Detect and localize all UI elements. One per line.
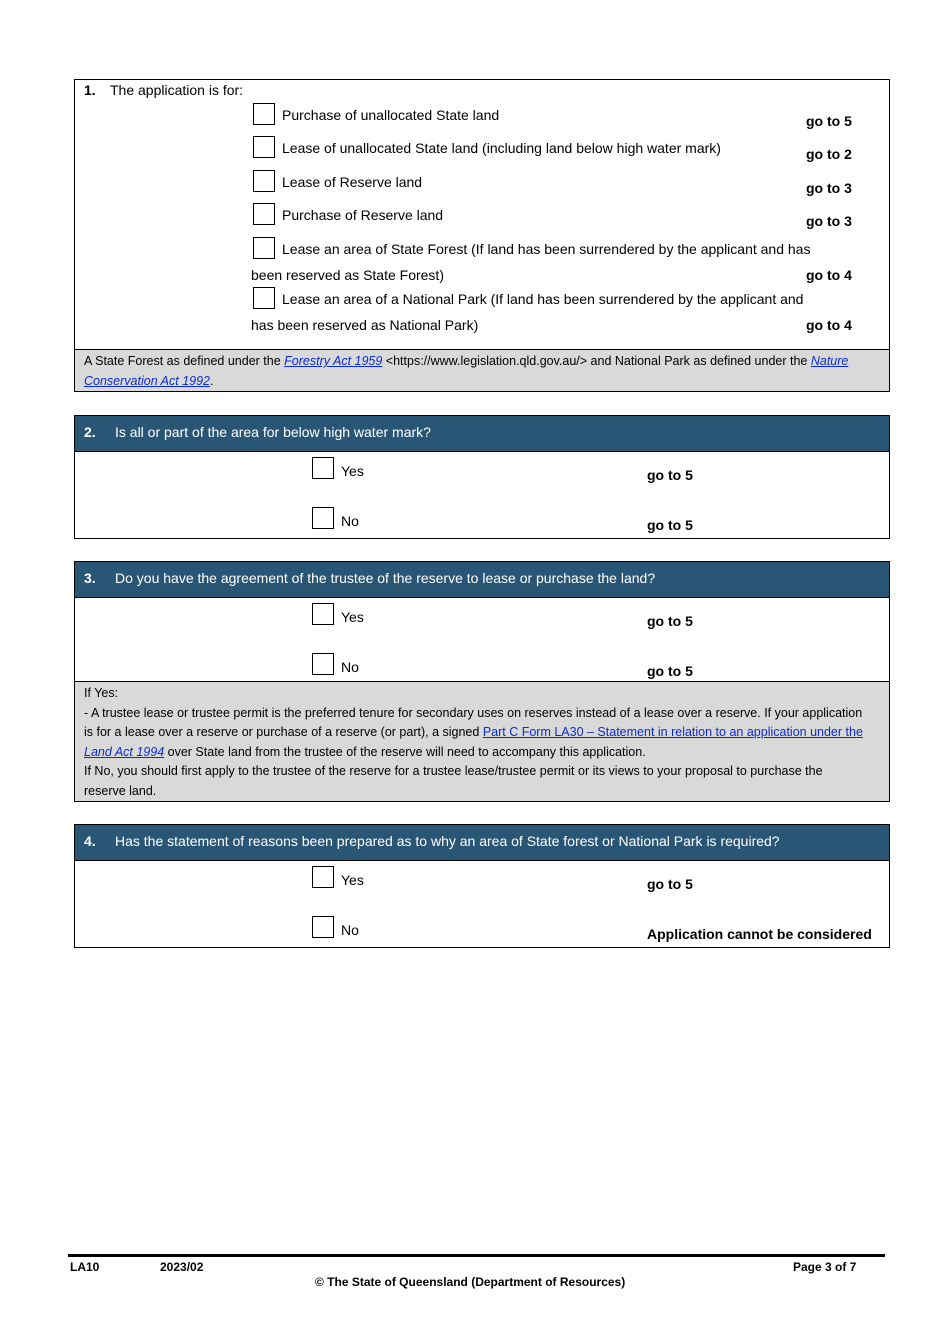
question-1-section	[74, 79, 890, 392]
question-number: 3.	[84, 570, 96, 586]
nature-conservation-act-link[interactable]: Conservation Act 1992	[84, 373, 211, 388]
page-number: Page 3 of 7	[793, 1260, 857, 1274]
question-1-header	[84, 80, 243, 100]
note-line: If No, you should first apply to the trustee of the reserve for a trustee lease/trustee permit or its views to your proposal to purchase the	[84, 764, 823, 778]
checkbox-no[interactable]	[312, 653, 334, 675]
yes-label: Yes	[341, 463, 364, 479]
checkbox-lease-state-forest[interactable]	[253, 237, 275, 259]
yes-goto: go to 5	[647, 467, 693, 483]
no-label: No	[341, 922, 359, 938]
no-goto: go to 5	[647, 517, 693, 533]
no-row	[312, 916, 359, 938]
option-goto: go to 3	[806, 180, 852, 196]
option-row	[253, 203, 443, 225]
yes-label: Yes	[341, 609, 364, 625]
no-row	[312, 653, 359, 675]
checkbox-no[interactable]	[312, 916, 334, 938]
form-la30-link[interactable]: Part C Form LA30 – Statement in relation to an application under the	[482, 725, 863, 739]
option-row	[253, 287, 803, 309]
footer-divider	[68, 1254, 885, 1257]
option-row	[253, 170, 422, 192]
question-3-header	[75, 562, 889, 598]
option-row	[253, 136, 721, 158]
no-label: No	[341, 659, 359, 675]
option-goto: go to 4	[806, 267, 852, 283]
form-version: 2023/02	[160, 1260, 204, 1274]
option-label: Lease of Reserve land	[282, 174, 423, 190]
option-label: Lease an area of a National Park (If land has been surrendered by the applicant and	[282, 291, 804, 307]
question-number: 4.	[84, 833, 96, 849]
question-2-header	[75, 416, 889, 452]
question-3-note	[75, 681, 889, 801]
option-row	[253, 103, 499, 125]
no-goto: go to 5	[647, 663, 693, 679]
question-number: 1.	[84, 82, 96, 98]
question-1-note	[75, 349, 889, 391]
note-text: .	[210, 373, 214, 388]
question-text: Has the statement of reasons been prepared as to why an area of State forest or National Park is required?	[115, 833, 780, 849]
note-line	[84, 723, 880, 743]
option-label-continued: has been reserved as National Park)	[251, 317, 479, 333]
yes-row	[312, 457, 364, 479]
no-row	[312, 507, 359, 529]
note-text: A State Forest as defined under the	[84, 354, 285, 368]
option-row	[253, 237, 810, 259]
no-goto: Application cannot be considered	[647, 926, 872, 942]
question-3-section	[74, 561, 890, 802]
yes-goto: go to 5	[647, 613, 693, 629]
note-line: - A trustee lease or trustee permit is the preferred tenure for secondary uses on reserves instead of a lease over a reserve. If your application	[84, 705, 863, 720]
option-label: Purchase of unallocated State land	[282, 107, 500, 123]
question-text: The application is for:	[110, 82, 244, 98]
checkbox-lease-national-park[interactable]	[253, 287, 275, 309]
option-goto: go to 3	[806, 213, 852, 229]
question-4-section	[74, 824, 890, 948]
option-label: Lease of unallocated State land (including land below high water mark)	[282, 140, 721, 156]
yes-goto: go to 5	[647, 876, 693, 892]
question-text: Is all or part of the area for below high water mark?	[115, 424, 431, 440]
option-label-continued: been reserved as State Forest)	[251, 267, 444, 283]
form-code: LA10	[70, 1260, 100, 1274]
yes-label: Yes	[341, 872, 364, 888]
checkbox-yes[interactable]	[312, 457, 334, 479]
question-text: Do you have the agreement of the trustee of the reserve to lease or purchase the land?	[115, 570, 656, 586]
note-text: <https://www.legislation.qld.gov.au/> and National Park as defined under the	[382, 354, 811, 368]
option-label: Purchase of Reserve land	[282, 207, 444, 223]
note-line: If Yes:	[84, 686, 119, 700]
checkbox-lease-unallocated[interactable]	[253, 136, 275, 158]
yes-row	[312, 603, 364, 625]
forestry-act-link[interactable]: Forestry Act 1959	[284, 354, 383, 368]
option-goto: go to 2	[806, 146, 852, 162]
question-4-header	[75, 825, 889, 861]
checkbox-lease-reserve[interactable]	[253, 170, 275, 192]
checkbox-yes[interactable]	[312, 603, 334, 625]
checkbox-purchase-reserve[interactable]	[253, 203, 275, 225]
option-goto: go to 4	[806, 317, 852, 333]
option-goto: go to 5	[806, 113, 852, 129]
question-2-section	[74, 415, 890, 539]
option-label: Lease an area of State Forest (If land has been surrendered by the applicant and has	[282, 241, 811, 257]
note-line	[84, 743, 880, 763]
note-line: reserve land.	[84, 783, 157, 798]
copyright: © The State of Queensland (Department of Resources)	[315, 1275, 626, 1289]
checkbox-purchase-unallocated[interactable]	[253, 103, 275, 125]
question-number: 2.	[84, 424, 96, 440]
checkbox-yes[interactable]	[312, 866, 334, 888]
note-text: over State land from the trustee of the reserve will need to accompany this application.	[164, 744, 646, 759]
yes-row	[312, 866, 364, 888]
land-act-link[interactable]: Land Act 1994	[84, 744, 165, 759]
nature-conservation-act-link[interactable]: Nature	[810, 354, 849, 368]
no-label: No	[341, 513, 359, 529]
checkbox-no[interactable]	[312, 507, 334, 529]
note-text: is for a lease over a reserve or purchase of a reserve (or part), a signed	[84, 725, 483, 739]
